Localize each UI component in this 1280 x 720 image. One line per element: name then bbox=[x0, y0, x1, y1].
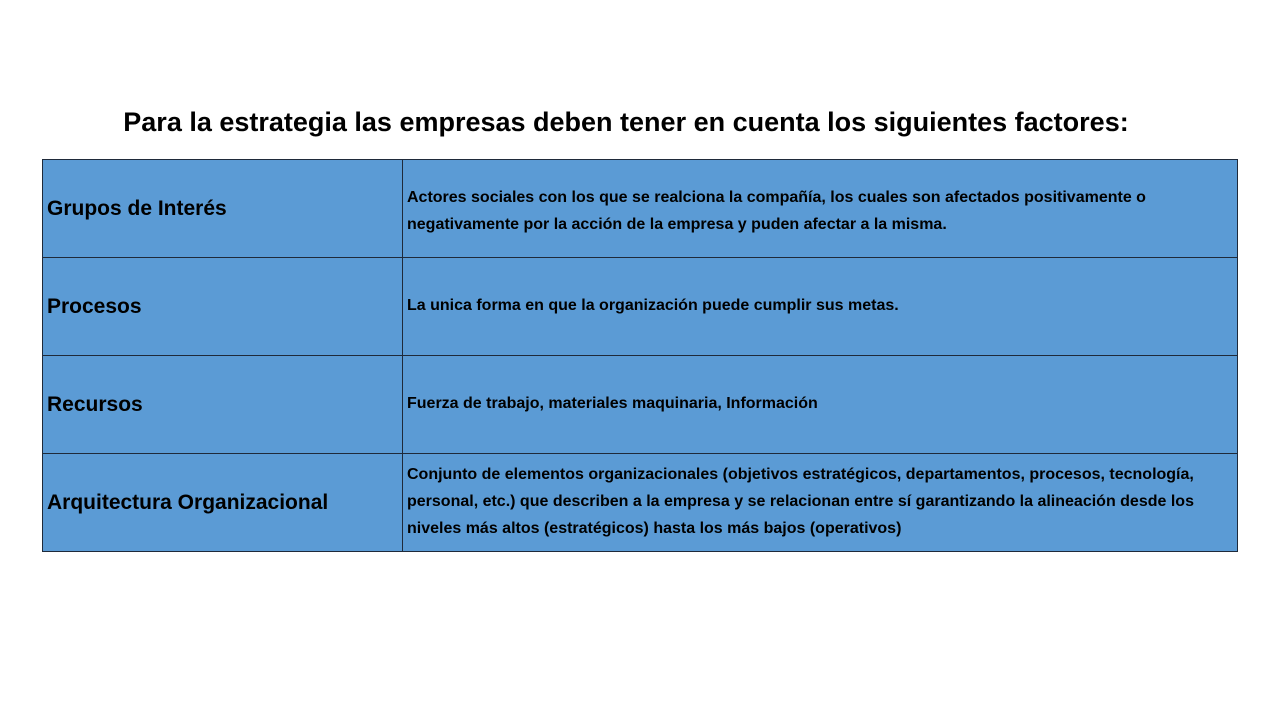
table-row bbox=[43, 160, 1238, 258]
table-row bbox=[43, 356, 1238, 454]
factor-description-procesos: La unica forma en que la organización puede cumplir sus metas. bbox=[403, 258, 1238, 356]
factor-description-grupos-de-interes: Actores sociales con los que se realciona la compañía, los cuales son afectados positivamente o negativamente por la acción de la empresa y puden afectar a la misma. bbox=[403, 160, 1238, 258]
factor-description-recursos: Fuerza de trabajo, materiales maquinaria, Información bbox=[403, 356, 1238, 454]
factor-term-grupos-de-interes: Grupos de Interés bbox=[43, 160, 403, 258]
factor-term-recursos: Recursos bbox=[43, 356, 403, 454]
factor-description-arquitectura-organizacional: Conjunto de elementos organizacionales (objetivos estratégicos, departamentos, procesos, tecnología, personal, etc.) que describen a la empresa y se relacionan entre sí garantizando la alineación desde los niveles más altos (estratégicos) hasta los más bajos (operativos) bbox=[403, 454, 1238, 552]
factor-term-procesos: Procesos bbox=[43, 258, 403, 356]
table-row bbox=[43, 454, 1238, 552]
factors-table bbox=[42, 159, 1238, 552]
slide-title: Para la estrategia las empresas deben tener en cuenta los siguientes factores: bbox=[123, 107, 1129, 137]
table-row bbox=[43, 258, 1238, 356]
factor-term-arquitectura-organizacional: Arquitectura Organizacional bbox=[43, 454, 403, 552]
